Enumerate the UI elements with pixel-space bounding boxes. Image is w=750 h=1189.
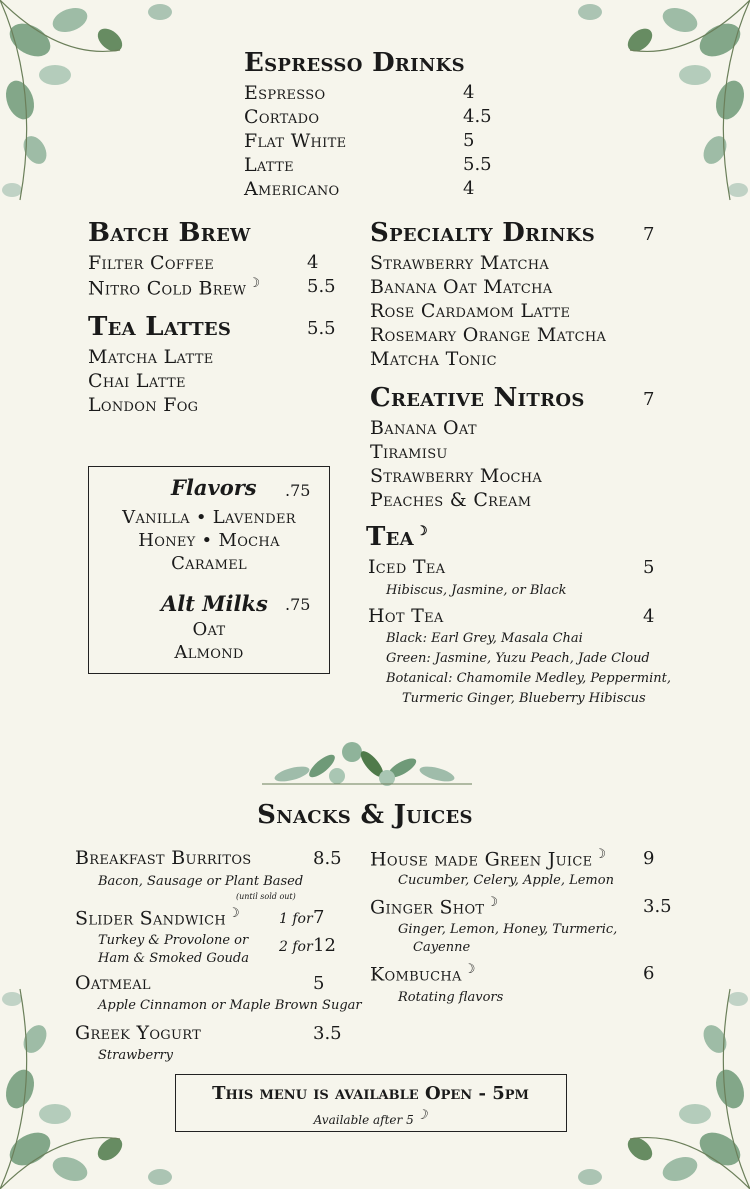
- tea-lattes-price: 5.5: [307, 318, 336, 339]
- creative-nitros-price: 7: [643, 389, 655, 410]
- menu-item-price: 3.5: [313, 1023, 342, 1044]
- menu-item-name: Espresso: [244, 82, 326, 104]
- snacks-title: Snacks & Juices: [257, 800, 473, 830]
- eucalyptus-top-left-decoration: [0, 0, 230, 230]
- menu-item-name: Matcha Tonic: [370, 348, 497, 370]
- menu-item-description: Strawberry: [98, 1048, 174, 1063]
- menu-item-name: Greek Yogurt: [75, 1022, 202, 1044]
- menu-item-description: Cucumber, Celery, Apple, Lemon: [398, 873, 614, 888]
- menu-item-price: 12: [313, 935, 336, 956]
- menu-item-price: 7: [313, 907, 325, 928]
- menu-item-price: 4: [643, 606, 655, 627]
- menu-item-price: 4: [307, 252, 319, 273]
- flavors-price: .75: [285, 481, 311, 500]
- flavors-box: [88, 466, 330, 674]
- menu-item-price: 5: [463, 130, 475, 151]
- menu-item-name: Americano: [244, 178, 340, 200]
- menu-item-description: Turmeric Ginger, Blueberry Hibiscus: [402, 691, 646, 706]
- menu-item-name: Rose Cardamom Latte: [370, 300, 571, 322]
- menu-item-description: Ginger, Lemon, Honey, Turmeric,: [398, 922, 618, 937]
- menu-item-description: Cayenne: [413, 940, 471, 955]
- menu-item-price: 4.5: [463, 106, 492, 127]
- alt-milks-title: Alt Milks: [161, 591, 268, 616]
- availability-text: This menu is available Open - 5pm: [212, 1083, 529, 1104]
- menu-item-description: Turkey & Provolone or: [98, 933, 249, 948]
- menu-item-name: Slider Sandwich ☽: [75, 906, 240, 930]
- menu-item-name: Iced Tea: [368, 556, 446, 578]
- menu-item-price: 5: [313, 973, 325, 994]
- specialty-price: 7: [643, 224, 655, 245]
- menu-item-name: House made Green Juice ☽: [370, 847, 607, 871]
- menu-item-name: Cortado: [244, 106, 320, 128]
- menu-item-description: Hibiscus, Jasmine, or Black: [386, 583, 567, 598]
- creative-nitros-title: Creative Nitros: [370, 383, 585, 413]
- menu-item-name: Breakfast Burritos: [75, 847, 252, 869]
- moon-icon: ☽: [594, 847, 607, 862]
- specialty-title: Specialty Drinks: [370, 218, 596, 248]
- menu-item-name: Ginger Shot ☽: [370, 895, 499, 919]
- menu-item-price: 5.5: [463, 154, 492, 175]
- alt-milk-line: Almond: [174, 642, 244, 663]
- menu-item-name: Nitro Cold Brew ☽: [88, 276, 261, 300]
- moon-icon: ☽: [228, 906, 240, 921]
- menu-item-description: Bacon, Sausage or Plant Based: [98, 874, 304, 889]
- menu-item-name: Strawberry Matcha: [370, 252, 550, 274]
- flavors-title: Flavors: [171, 475, 257, 500]
- tea-lattes-title: Tea Lattes: [88, 312, 232, 342]
- quantity-option: 2 for: [279, 939, 313, 955]
- availability-box: [175, 1074, 567, 1132]
- menu-item-name: Peaches & Cream: [370, 489, 532, 511]
- menu-item-price: 3.5: [643, 896, 672, 917]
- menu-item-description: Apple Cinnamon or Maple Brown Sugar: [98, 998, 362, 1013]
- flavor-line: Honey • Mocha: [138, 530, 280, 551]
- menu-item-description: Black: Earl Grey, Masala Chai: [386, 631, 583, 646]
- menu-item-price: 8.5: [313, 848, 342, 869]
- availability-note: Available after 5 ☽: [313, 1108, 428, 1127]
- flavor-line: Vanilla • Lavender: [122, 507, 296, 528]
- moon-icon: ☽: [486, 895, 499, 910]
- menu-item-description: Rotating flavors: [398, 990, 504, 1005]
- menu-item-name: Banana Oat Matcha: [370, 276, 553, 298]
- menu-item-description: Botanical: Chamomile Medley, Peppermint,: [386, 671, 671, 686]
- quantity-option: 1 for: [279, 911, 313, 927]
- menu-item-price: 9: [643, 848, 655, 869]
- menu-item-name: Strawberry Mocha: [370, 465, 543, 487]
- menu-item-price: 5: [643, 557, 655, 578]
- moon-icon: ☽: [415, 1108, 428, 1123]
- alt-milk-line: Oat: [192, 619, 226, 640]
- menu-item-name: Rosemary Orange Matcha: [370, 324, 607, 346]
- menu-item-name: Latte: [244, 154, 294, 176]
- batch-brew-title: Batch Brew: [88, 218, 251, 248]
- moon-icon: ☽: [415, 524, 428, 540]
- menu-item-name: London Fog: [88, 394, 199, 416]
- eucalyptus-center-divider: [262, 730, 472, 786]
- moon-icon: ☽: [463, 962, 476, 977]
- menu-item-name: Oatmeal: [75, 972, 151, 994]
- menu-item-price: 5.5: [307, 276, 336, 297]
- menu-item-description: Ham & Smoked Gouda: [98, 951, 249, 966]
- menu-item-description: Green: Jasmine, Yuzu Peach, Jade Cloud: [386, 651, 650, 666]
- menu-item-name: Chai Latte: [88, 370, 186, 392]
- menu-item-name: Filter Coffee: [88, 252, 214, 274]
- espresso-title: Espresso Drinks: [244, 48, 465, 78]
- flavor-line: Caramel: [171, 553, 247, 574]
- moon-icon: ☽: [248, 276, 261, 291]
- tea-title: Tea ☽: [366, 522, 428, 552]
- menu-item-name: Kombucha ☽: [370, 962, 476, 986]
- menu-item-name: Hot Tea: [368, 605, 444, 627]
- menu-item-name: Flat White: [244, 130, 347, 152]
- menu-item-price: 4: [463, 82, 475, 103]
- menu-item-price: 4: [463, 178, 475, 199]
- menu-item-name: Tiramisu: [370, 441, 448, 463]
- alt-milks-price: .75: [285, 595, 311, 614]
- menu-item-name: Matcha Latte: [88, 346, 214, 368]
- eucalyptus-top-right-decoration: [520, 0, 750, 230]
- menu-item-price: 6: [643, 963, 655, 984]
- menu-item-note: (until sold out): [236, 892, 296, 901]
- menu-item-name: Banana Oat: [370, 417, 477, 439]
